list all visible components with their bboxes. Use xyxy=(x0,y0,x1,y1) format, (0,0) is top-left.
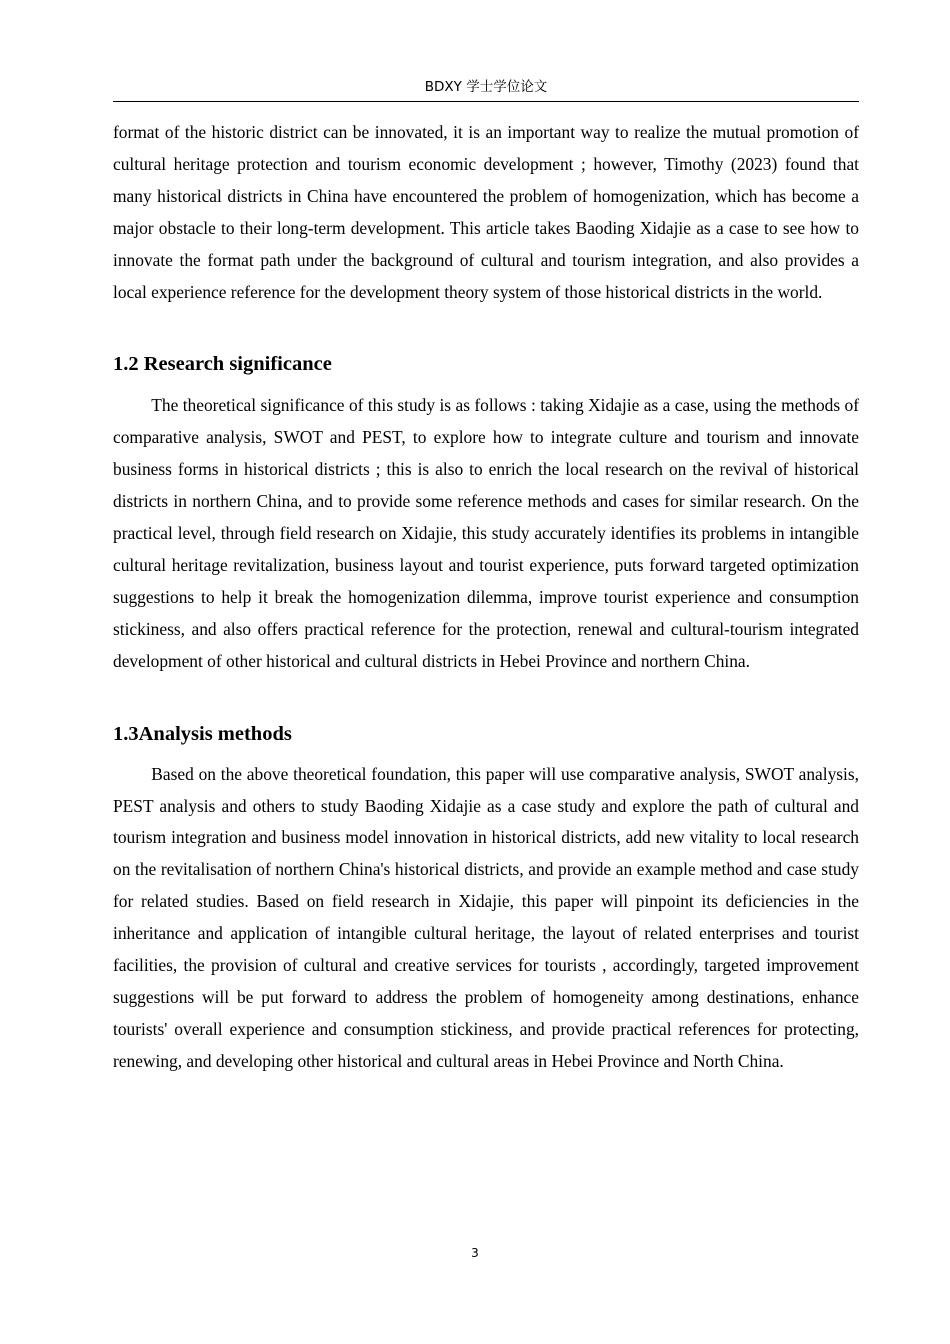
intro-paragraph: format of the historic district can be innovated, it is an important way to realize the mutual promotion of cultural heritage protection and tourism economic development ; however, Timothy (2023) found that many historical districts in China have encountered the problem of homogenization, which has become a major obstacle to their long-term development. This article takes Baoding Xidajie as a case to see how to innovate the format path under the background of cultural and tourism integration, and also provides a local experience reference for the development theory system of those historical districts in the world. xyxy=(113,122,859,302)
page-header xyxy=(113,76,859,102)
research-significance-paragraph: The theoretical significance of this study is as follows : taking Xidajie as a case, using the methods of comparative analysis, SWOT and PEST, to explore how to integrate culture and tourism and innovate business forms in historical districts ; this is also to enrich the local research on the revival of historical districts in northern China, and to provide some reference methods and cases for similar research. On the practical level, through field research on Xidajie, this study accurately identifies its problems in intangible cultural heritage revitalization, business layout and tourist experience, puts forward targeted optimization suggestions to help it break the homogenization dilemma, improve tourist experience and consumption stickiness, and also offers practical reference for the protection, renewal and cultural-tourism integrated development of other historical and cultural districts in Hebei Province and northern China. xyxy=(113,395,859,671)
section-heading-research-significance: 1.2 Research significance xyxy=(113,353,332,376)
analysis-methods-paragraph: Based on the above theoretical foundation, this paper will use comparative analysis, SWOT analysis, PEST analysis and others to study Baoding Xidajie as a case study and explore the path of cultural and tourism integration and business model innovation in historical districts, add new vitality to local research on the revitalisation of northern China's historical districts, and provide an example method and case study for related studies. Based on field research in Xidajie, this paper will pinpoint its deficiencies in the inheritance and application of intangible cultural heritage, the layout of related enterprises and tourist facilities, the provision of cultural and creative services for tourists , accordingly, targeted improvement suggestions will be put forward to address the problem of homogeneity among destinations, enhance tourists' overall experience and consumption stickiness, and provide practical references for protecting, renewing, and developing other historical and cultural areas in Hebei Province and North China. xyxy=(113,763,859,1071)
header-title: BDXY 学士学位论文 xyxy=(424,79,548,95)
section-heading-analysis-methods: 1.3Analysis methods xyxy=(113,722,292,745)
document-body xyxy=(113,117,859,1078)
page-number: 3 xyxy=(471,1246,479,1260)
